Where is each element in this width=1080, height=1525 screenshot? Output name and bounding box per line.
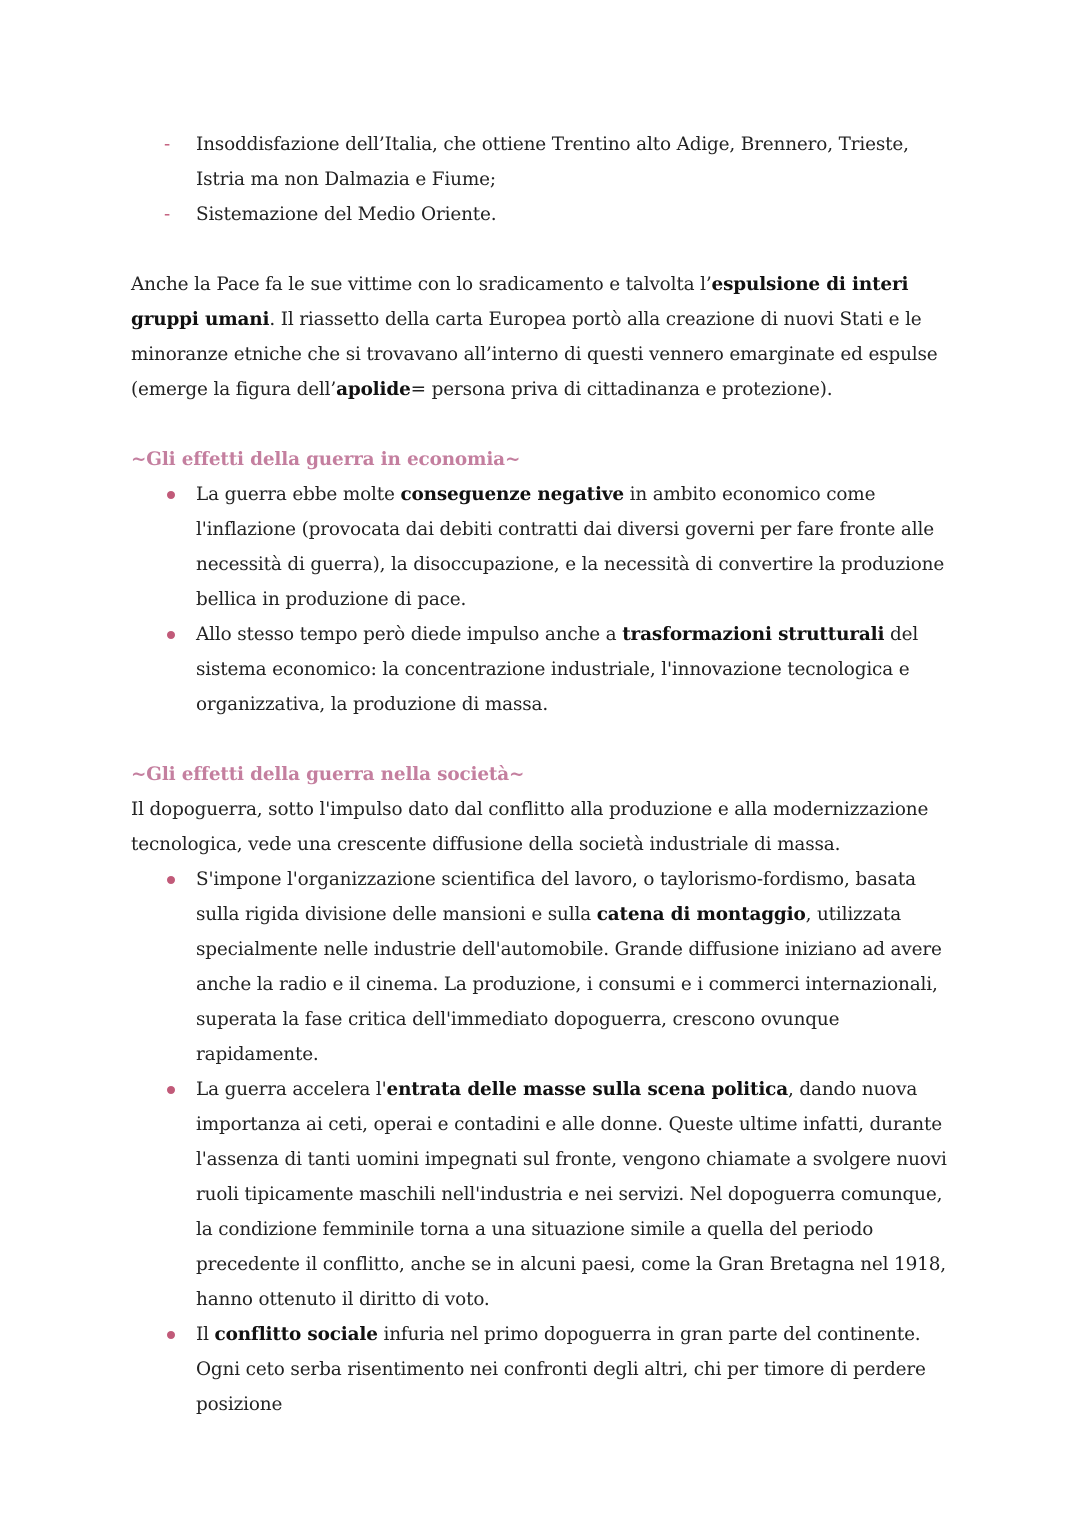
societa-intro-paragraph: Il dopoguerra, sotto l'impulso dato dal conflitto alla produzione e alla modernizzazione tecnologica, vede una crescente diffusione della società industriale di massa. <box>131 799 929 855</box>
dash-bullet-icon: - <box>164 204 171 225</box>
bullet-dot-icon <box>167 1086 175 1094</box>
dash-bullet-icon: - <box>164 134 171 155</box>
bullet-dot-icon <box>167 876 175 884</box>
section-heading-economia: ~Gli effetti della guerra in economia~ <box>131 449 521 470</box>
societa-list <box>131 862 951 1422</box>
spacer <box>131 722 951 757</box>
spacer <box>131 232 951 267</box>
list-item: Il conflitto sociale infuria nel primo dopoguerra in gran parte del continente. Ogni ceto serba risentimento nei confronti degli altri, chi per timore di perdere posizione <box>131 1317 951 1422</box>
bullet-dot-icon <box>167 1331 175 1339</box>
treaty-outcomes-list <box>131 127 951 232</box>
bullet-dot-icon <box>167 631 175 639</box>
list-item: S'impone l'organizzazione scientifica del lavoro, o taylorismo-fordismo, basata sulla rigida divisione delle mansioni e sulla catena di montaggio, utilizzata specialmente nelle industrie dell'automobile. Grande diffusione iniziano ad avere anche la radio e il cinema. La produzione, i consumi e i commerci internazionali, superata la fase critica dell'immediato dopoguerra, crescono ovunque rapidamente. <box>131 862 951 1072</box>
list-item: - Insoddisfazione dell’Italia, che ottiene Trentino alto Adige, Brennero, Trieste, Istria ma non Dalmazia e Fiume; <box>131 127 951 197</box>
pace-paragraph: Anche la Pace fa le sue vittime con lo sradicamento e talvolta l’espulsione di interi gruppi umani. Il riassetto della carta Europea portò alla creazione di nuovi Stati e le minoranze etniche che si trovavano all’interno di questi vennero emarginate ed espulse (emerge la figura dell’apolide= persona priva di cittadinanza e protezione). <box>131 274 938 400</box>
list-item: La guerra ebbe molte conseguenze negative in ambito economico come l'inflazione (provocata dai debiti contratti dai diversi governi per fare fronte alle necessità di guerra), la disoccupazione, e la necessità di convertire la produzione bellica in produzione di pace. <box>131 477 951 617</box>
section-heading-societa: ~Gli effetti della guerra nella società~ <box>131 764 525 785</box>
spacer <box>131 407 951 442</box>
bullet-dot-icon <box>167 491 175 499</box>
list-item: - Sistemazione del Medio Oriente. <box>131 197 951 232</box>
document-body <box>131 127 951 1422</box>
economia-list <box>131 477 951 722</box>
list-item: La guerra accelera l'entrata delle masse sulla scena politica, dando nuova importanza ai ceti, operai e contadini e alle donne. Queste ultime infatti, durante l'assenza di tanti uomini impegnati sul fronte, vengono chiamate a svolgere nuovi ruoli tipicamente maschili nell'industria e nei servizi. Nel dopoguerra comunque, la condizione femminile torna a una situazione simile a quella del periodo precedente il conflitto, anche se in alcuni paesi, come la Gran Bretagna nel 1918, hanno ottenuto il diritto di voto. <box>131 1072 951 1317</box>
list-item: Allo stesso tempo però diede impulso anche a trasformazioni strutturali del sistema economico: la concentrazione industriale, l'innovazione tecnologica e organizzativa, la produzione di massa. <box>131 617 951 722</box>
